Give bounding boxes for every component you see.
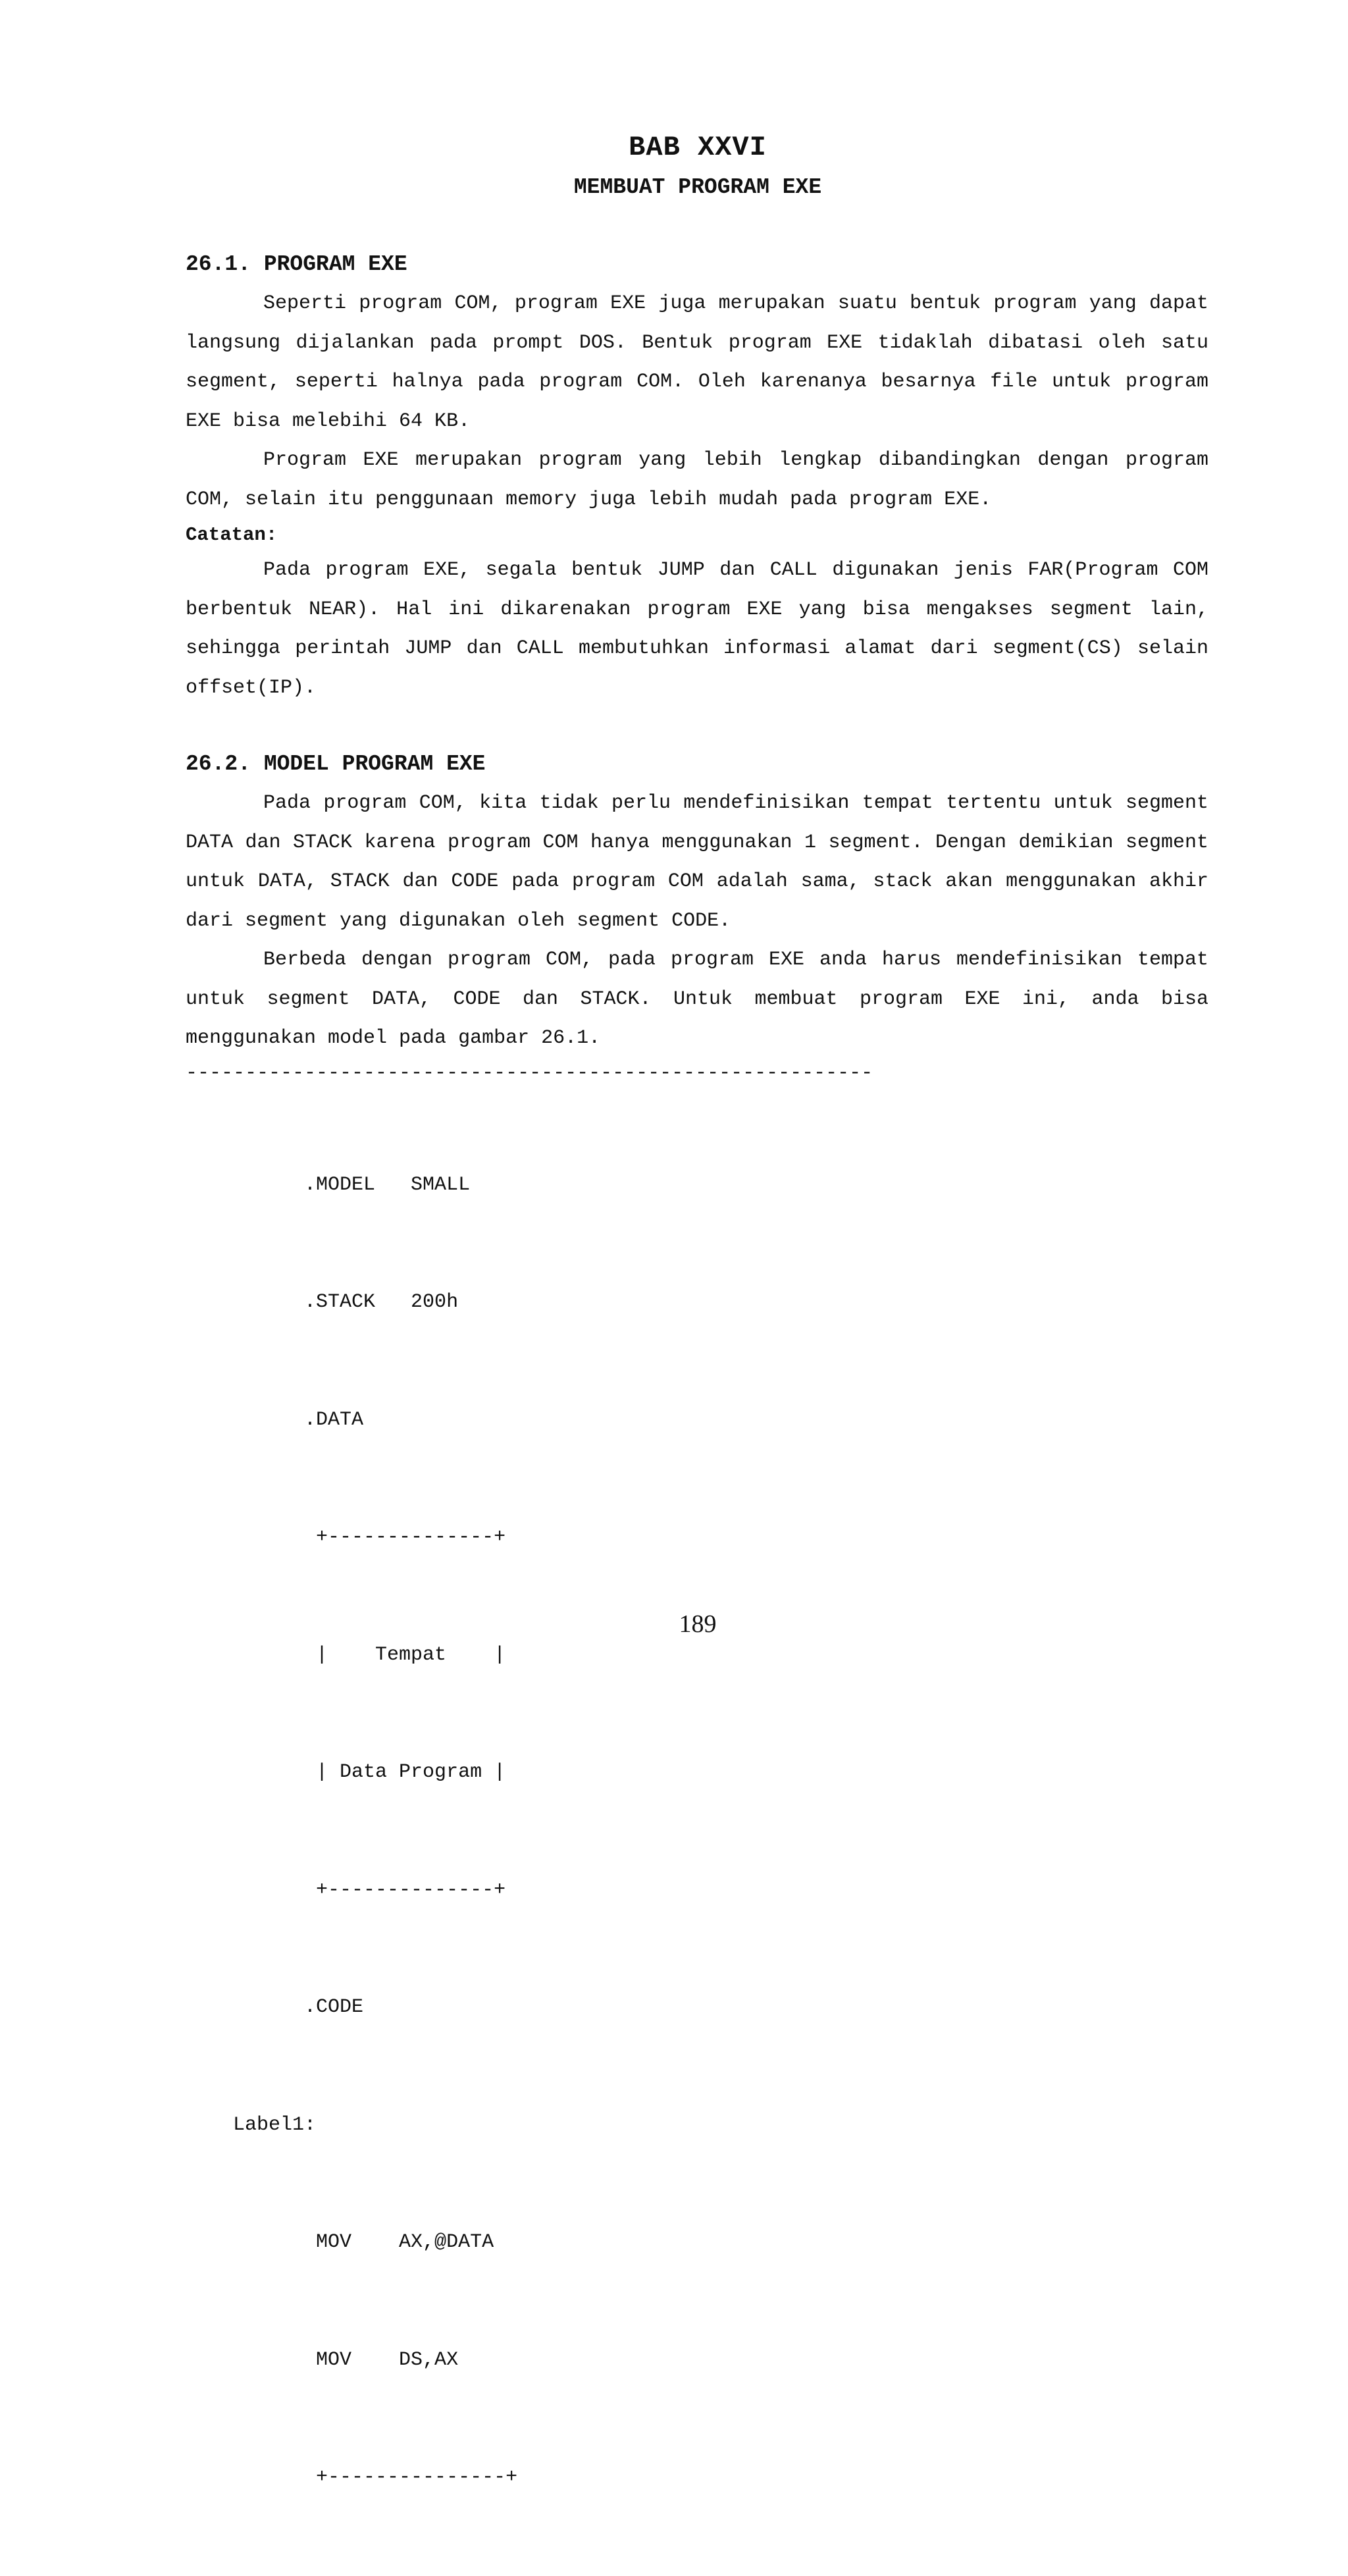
section-heading-26-2: 26.2. MODEL PROGRAM EXE — [186, 752, 486, 776]
code-line: Label1: — [186, 2113, 317, 2136]
code-line: | Tempat | — [186, 1643, 506, 1666]
section-heading-26-1: 26.1. PROGRAM EXE — [186, 252, 407, 276]
code-line: +--------------+ — [186, 1878, 506, 1901]
chapter-subtitle: MEMBUAT PROGRAM EXE — [573, 175, 822, 199]
chapter-title: BAB XXVI — [629, 132, 767, 163]
paragraph: Program EXE merupakan program yang lebih lengkap dibandingkan dengan program COM, selain itu penggunaan memory juga lebih mudah pada program EXE. — [186, 449, 1208, 511]
code-line: MOV AX,@DATA — [186, 2231, 494, 2253]
code-line: .CODE — [186, 1996, 364, 2018]
code-line: +--------------+ — [186, 1526, 506, 1548]
code-line: .STACK 200h — [186, 1291, 459, 1313]
code-listing — [186, 1088, 1208, 2576]
paragraph: Seperti program COM, program EXE juga merupakan suatu bentuk program yang dapat langsung dijalankan pada prompt DOS. Bentuk program EXE tidaklah dibatasi oleh satu segment, seperti halnya pada program COM. Oleh karenanya besarnya file untuk program EXE bisa melebihi 64 KB. — [186, 292, 1208, 433]
paragraph: Berbeda dengan program COM, pada program EXE anda harus mendefinisikan tempat untuk segment DATA, CODE dan STACK. Untuk membuat program EXE ini, anda bisa menggunakan model pada gambar 26.1. — [186, 949, 1208, 1049]
note-paragraph: Pada program EXE, segala bentuk JUMP dan CALL digunakan jenis FAR(Program COM berbentuk NEAR). Hal ini dikarenakan program EXE yang bisa mengakses segment lain, sehingga perintah JUMP dan CALL membutuhkan informasi alamat dari segment(CS) selain offset(IP). — [186, 559, 1208, 699]
code-line: .MODEL SMALL — [186, 1173, 471, 1196]
code-line: | Data Program | — [186, 1761, 506, 1783]
page-content — [186, 250, 1208, 2576]
code-line: +---------------+ — [186, 2466, 518, 2488]
code-line: MOV DS,AX — [186, 2348, 459, 2371]
paragraph: Pada program COM, kita tidak perlu mendefinisikan tempat tertentu untuk segment DATA dan STACK karena program COM hanya menggunakan 1 segment. Dengan demikian segment untuk DATA, STACK dan CODE pada program COM adalah sama, stack akan menggunakan akhir dari segment yang digunakan oleh segment CODE. — [186, 792, 1208, 932]
page-number: 189 — [679, 1610, 717, 1638]
note-label: Catatan: — [186, 524, 278, 546]
code-line: .DATA — [186, 1408, 364, 1431]
separator-line: ---------------------------------------------------------- — [186, 1061, 873, 1084]
